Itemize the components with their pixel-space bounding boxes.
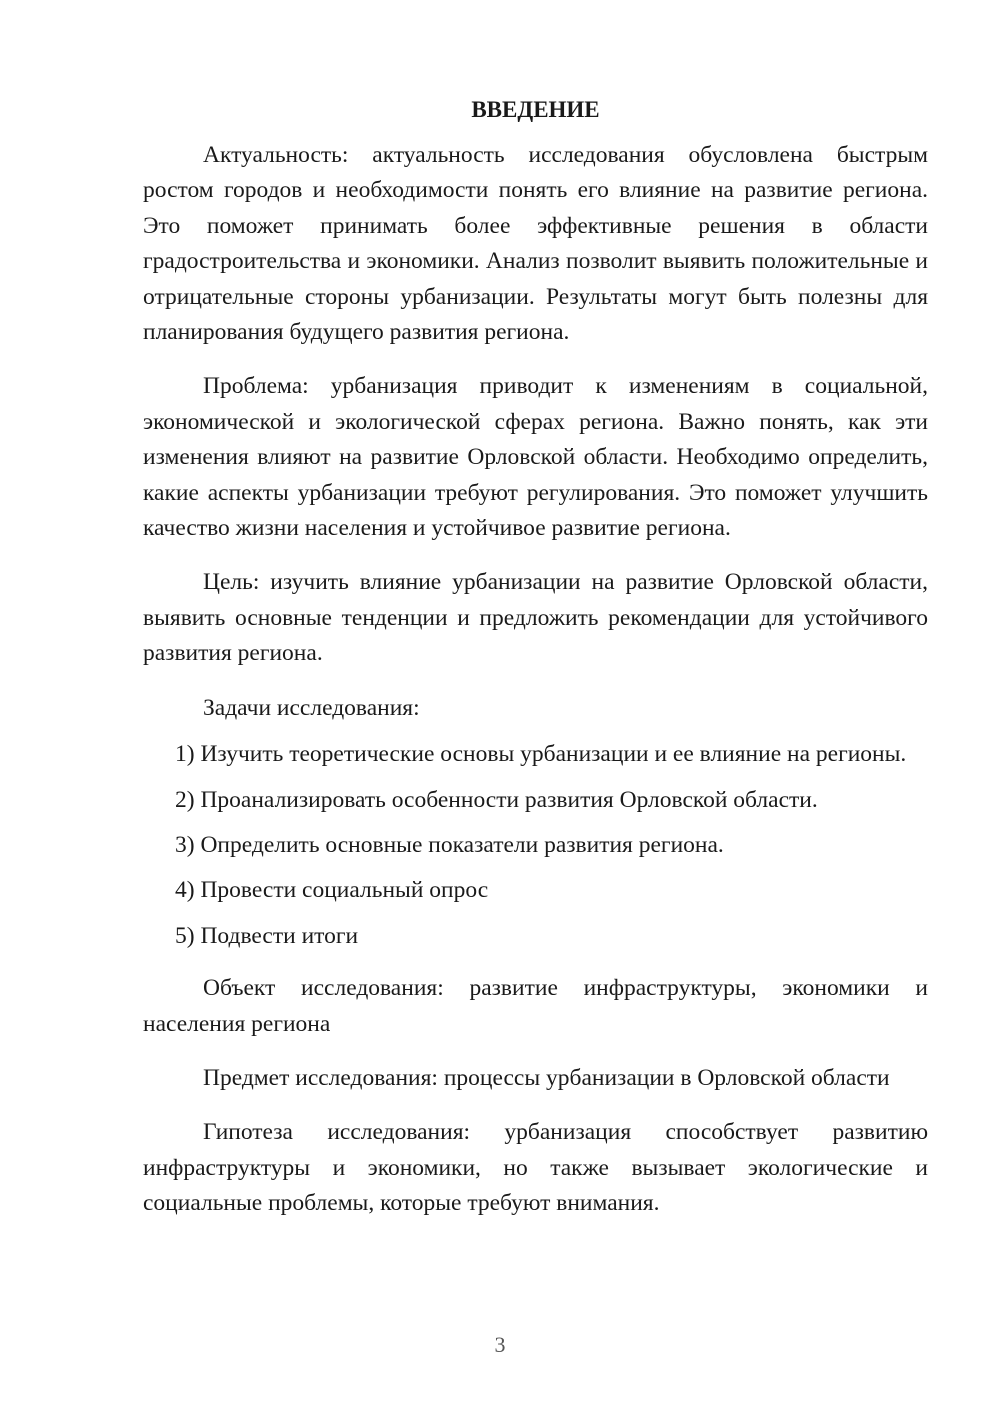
- task-item: 2) Проанализировать особенности развития Орловской области.: [175, 786, 818, 813]
- paragraph-hypothesis: Гипотеза исследования: урбанизация способствует развитию инфраструктуры и экономики, но также вызывает экологические и социальные проблемы, которые требуют внимания.: [143, 1119, 928, 1217]
- task-item: 4) Провести социальный опрос: [175, 877, 489, 904]
- page-number: 3: [494, 1332, 506, 1357]
- paragraph-relevance: Актуальность: актуальность исследования обусловлена быстрым ростом городов и необходимости понять его влияние на развитие региона. Это поможет принимать более эффективные решения в области градостроительства и экономики. Анализ позволит выявить положительные и отрицательные стороны урбанизации. Результаты могут быть полезны для планирования будущего развития региона.: [143, 142, 928, 346]
- paragraph-object: Объект исследования: развитие инфраструктуры, экономики и населения региона: [143, 975, 928, 1037]
- document-page: [143, 92, 928, 1241]
- tasks-heading: Задачи исследования:: [203, 694, 420, 721]
- paragraph-goal: Цель: изучить влияние урбанизации на развитие Орловской области, выявить основные тенденции и предложить рекомендации для устойчивого развития региона.: [143, 569, 928, 667]
- tasks-list: [143, 737, 928, 954]
- page-title: ВВЕДЕНИЕ: [471, 97, 600, 122]
- paragraph-problem: Проблема: урбанизация приводит к изменениям в социальной, экономической и экологической сферах региона. Важно понять, как эти изменения влияют на развитие Орловской области. Необходимо определить, какие аспекты урбанизации требуют регулирования. Это поможет улучшить качество жизни населения и устойчивое развитие региона.: [143, 373, 928, 542]
- task-item: 3) Определить основные показатели развития региона.: [175, 831, 724, 858]
- task-item: 5) Подвести итоги: [175, 922, 359, 949]
- paragraph-subject: Предмет исследования: процессы урбанизации в Орловской области: [203, 1064, 890, 1091]
- task-item: 1) Изучить теоретические основы урбанизации и ее влияние на регионы.: [175, 741, 907, 768]
